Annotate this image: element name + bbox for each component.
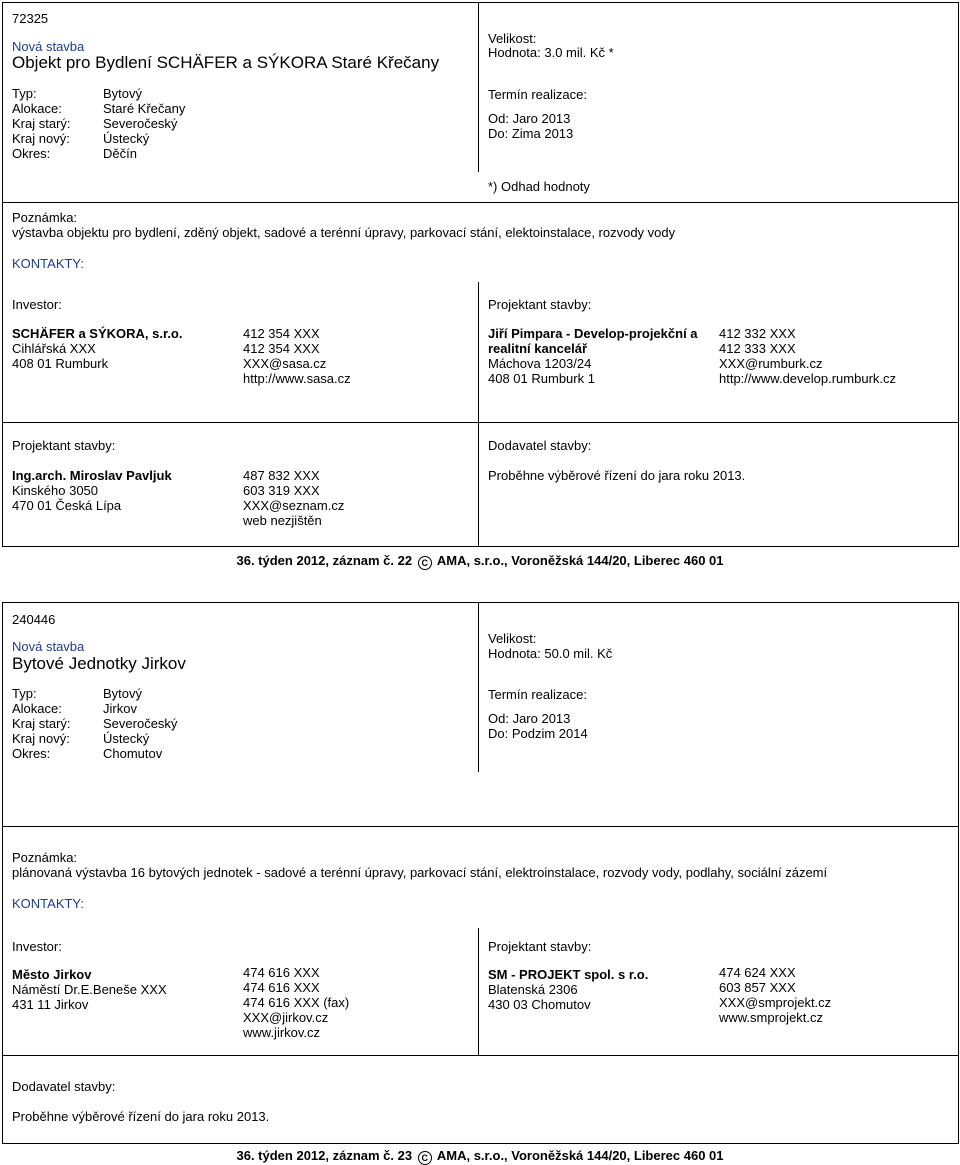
field-value-district: Chomutov xyxy=(103,746,163,761)
address-line: Máchova 1203/24 xyxy=(488,356,592,371)
copyright-icon: C xyxy=(418,556,432,570)
address-line: 408 01 Rumburk xyxy=(12,356,109,371)
designer2-address xyxy=(12,483,121,513)
investor-address xyxy=(12,982,167,1012)
term-label: Termín realizace: xyxy=(488,87,587,102)
field-label-district: Okres: xyxy=(12,746,51,761)
address-line: 430 03 Chomutov xyxy=(488,997,591,1012)
field-label-allocation: Alokace: xyxy=(12,701,62,716)
email-text: XXX@jirkov.cz xyxy=(243,1010,329,1025)
fax-text: 474 616 XXX (fax) xyxy=(243,995,350,1010)
designer-role: Projektant stavby: xyxy=(488,297,592,312)
field-value-allocation: Staré Křečany xyxy=(103,101,186,116)
record-1-contacts-separator xyxy=(2,422,959,423)
designer2-name: Ing.arch. Miroslav Pavljuk xyxy=(12,468,172,483)
footer-week-record: 36. týden 2012, záznam č. 22 xyxy=(236,553,413,568)
designer-name-line: realitní kancelář xyxy=(488,341,587,356)
investor-name: SCHÄFER a SÝKORA, s.r.o. xyxy=(12,326,183,341)
field-label-district: Okres: xyxy=(12,146,51,161)
phone-text: 487 832 XXX xyxy=(243,468,320,483)
address-line: Cihlářská XXX xyxy=(12,341,96,356)
record-2-contacts-divider xyxy=(478,928,479,1055)
term-to: Do: Podzim 2014 xyxy=(488,726,588,741)
record-footer xyxy=(0,1148,960,1165)
address-line: Kinského 3050 xyxy=(12,483,99,498)
designer-name xyxy=(488,326,698,356)
note-label: Poznámka: xyxy=(12,210,78,225)
address-line: 431 11 Jirkov xyxy=(12,997,89,1012)
supplier-role: Dodavatel stavby: xyxy=(12,1079,116,1094)
note-text: výstavba objektu pro bydlení, zděný objekt, sadové a terénní úpravy, parkovací stání, elektoinstalace, rozvody vody xyxy=(12,225,676,240)
web-text: web nezjištěn xyxy=(243,513,322,528)
field-label-type: Typ: xyxy=(12,686,37,701)
email-text: XXX@rumburk.cz xyxy=(719,356,823,371)
email-text: XXX@sasa.cz xyxy=(243,356,327,371)
record-fields xyxy=(12,86,185,161)
footer-publisher: AMA, s.r.o., Voroněžská 144/20, Liberec 460 01 xyxy=(436,553,724,568)
address-line: 408 01 Rumburk 1 xyxy=(488,371,595,386)
field-value-old-region: Severočeský xyxy=(103,716,178,731)
copyright-icon: C xyxy=(418,1151,432,1165)
record-1-contacts-divider xyxy=(478,282,479,547)
record-title: Bytové Jednotky Jirkov xyxy=(12,654,186,673)
size-label: Velikost: xyxy=(488,31,537,46)
field-value-allocation: Jirkov xyxy=(103,701,137,716)
term-to: Do: Zima 2013 xyxy=(488,126,574,141)
phone-text: 412 354 XXX xyxy=(243,341,320,356)
phone-text: 474 616 XXX xyxy=(243,965,320,980)
web-text: www.jirkov.cz xyxy=(243,1025,321,1040)
term-label: Termín realizace: xyxy=(488,687,587,702)
phone-text: 603 319 XXX xyxy=(243,483,320,498)
field-value-new-region: Ústecký xyxy=(103,731,150,746)
phone-text: 474 616 XXX xyxy=(243,980,320,995)
term-from: Od: Jaro 2013 xyxy=(488,111,571,126)
investor-contacts xyxy=(243,965,349,1040)
field-value-type: Bytový xyxy=(103,686,143,701)
value-text: Hodnota: 3.0 mil. Kč * xyxy=(488,45,614,60)
designer-contacts xyxy=(719,965,831,1025)
web-text: www.smprojekt.cz xyxy=(719,1010,824,1025)
record-id: 240446 xyxy=(12,612,56,627)
record-category: Nová stavba xyxy=(12,639,85,654)
record-footer xyxy=(0,553,960,570)
investor-contacts xyxy=(243,326,351,386)
record-card-1 xyxy=(2,2,959,547)
phone-text: 412 332 XXX xyxy=(719,326,796,341)
supplier-text: Proběhne výběrové řízení do jara roku 2013. xyxy=(12,1109,270,1124)
record-1-header-separator xyxy=(2,202,959,203)
term-from: Od: Jaro 2013 xyxy=(488,711,571,726)
designer2-role: Projektant stavby: xyxy=(12,438,116,453)
footer-publisher: AMA, s.r.o., Voroněžská 144/20, Liberec 460 01 xyxy=(436,1148,724,1163)
field-label-old-region: Kraj starý: xyxy=(12,716,71,731)
record-1-header-divider xyxy=(478,2,479,172)
phone-text: 412 333 XXX xyxy=(719,341,796,356)
note-label: Poznámka: xyxy=(12,850,78,865)
contacts-label: KONTAKTY: xyxy=(12,256,84,271)
field-value-type: Bytový xyxy=(103,86,143,101)
record-2-contacts-separator xyxy=(2,1055,959,1056)
address-line: 470 01 Česká Lípa xyxy=(12,498,122,513)
phone-text: 474 624 XXX xyxy=(719,965,796,980)
record-id: 72325 xyxy=(12,11,49,26)
supplier-text: Proběhne výběrové řízení do jara roku 2013. xyxy=(488,468,746,483)
field-value-old-region: Severočeský xyxy=(103,116,178,131)
web-text: http://www.sasa.cz xyxy=(243,371,351,386)
email-text: XXX@smprojekt.cz xyxy=(719,995,832,1010)
field-value-district: Děčín xyxy=(103,146,137,161)
record-fields xyxy=(12,686,177,761)
record-2-header-separator xyxy=(2,826,959,827)
note-text: plánovaná výstavba 16 bytových jednotek - sadové a terénní úpravy, parkovací stání, elektroinstalace, rozvody vody, podlahy, sociální zázemí xyxy=(12,865,828,880)
field-label-type: Typ: xyxy=(12,86,37,101)
value-text: Hodnota: 50.0 mil. Kč xyxy=(488,646,613,661)
record-title: Objekt pro Bydlení SCHÄFER a SÝKORA Staré Křečany xyxy=(12,53,440,72)
phone-text: 603 857 XXX xyxy=(719,980,796,995)
designer-name-line: Jiří Pimpara - Develop-projekční a xyxy=(488,326,698,341)
investor-role: Investor: xyxy=(12,939,62,954)
designer-address xyxy=(488,356,595,386)
field-value-new-region: Ústecký xyxy=(103,131,150,146)
designer2-contacts xyxy=(243,468,344,528)
web-text: http://www.develop.rumburk.cz xyxy=(719,371,897,386)
size-label: Velikost: xyxy=(488,631,537,646)
investor-role: Investor: xyxy=(12,297,62,312)
supplier-role: Dodavatel stavby: xyxy=(488,438,592,453)
email-text: XXX@seznam.cz xyxy=(243,498,345,513)
designer-address xyxy=(488,982,591,1012)
field-label-new-region: Kraj nový: xyxy=(12,731,70,746)
phone-text: 412 354 XXX xyxy=(243,326,320,341)
field-label-allocation: Alokace: xyxy=(12,101,62,116)
record-2-header-divider xyxy=(478,602,479,772)
footer-week-record: 36. týden 2012, záznam č. 23 xyxy=(236,1148,413,1163)
address-line: Náměstí Dr.E.Beneše XXX xyxy=(12,982,167,997)
field-label-new-region: Kraj nový: xyxy=(12,131,70,146)
contacts-label: KONTAKTY: xyxy=(12,896,84,911)
address-line: Blatenská 2306 xyxy=(488,982,578,997)
designer-name: SM - PROJEKT spol. s r.o. xyxy=(488,967,649,982)
record-category: Nová stavba xyxy=(12,39,85,54)
field-label-old-region: Kraj starý: xyxy=(12,116,71,131)
investor-name: Město Jirkov xyxy=(12,967,92,982)
designer-role: Projektant stavby: xyxy=(488,939,592,954)
estimate-note: *) Odhad hodnoty xyxy=(488,179,590,194)
investor-address xyxy=(12,341,108,371)
designer-contacts xyxy=(719,326,896,386)
